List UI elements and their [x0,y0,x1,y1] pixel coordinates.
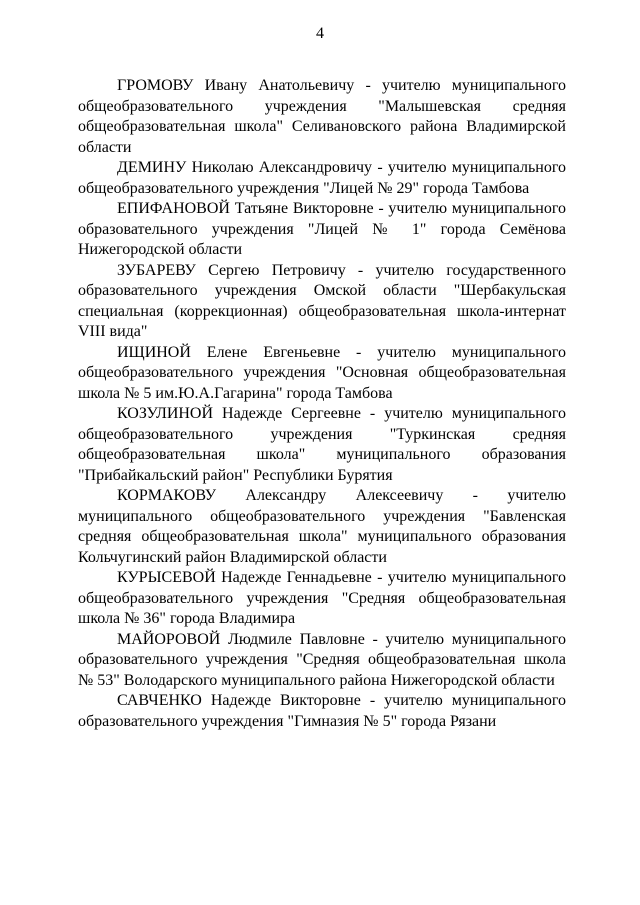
list-item: ИЩИНОЙ Елене Евгеньевне - учителю муниципального общеобразовательного учреждения "Основная общеобразовательная школа № 5 им.Ю.А.Гагарина" города Тамбова [78,343,566,402]
list-item: КОРМАКОВУ Александру Алексеевичу - учителю муниципального общеобразовательного учреждения "Бавленская средняя общеобразовательная школа" муниципального образования Кольчугинский район Владимирской области [78,487,566,566]
list-item: ЗУБАРЕВУ Сергею Петровичу - учителю государственного образовательного учреждения Омской области "Шербакульская специальная (коррекционная) общеобразовательная школа-интернат VIII вида" [78,261,566,340]
list-item: КОЗУЛИНОЙ Надежде Сергеевне - учителю муниципального общеобразовательного учреждения "Туркинская средняя общеобразовательная школа" муниципального образования "Прибайкальский район" Республики Бурятия [78,405,566,484]
list-item: КУРЫСЕВОЙ Надежде Геннадьевне - учителю муниципального общеобразовательного учреждения "Средняя общеобразовательная школа № 36" города Владимира [78,569,566,627]
list-item: ГРОМОВУ Ивану Анатольевичу - учителю муниципального общеобразовательного учреждения "Малышевская средняя общеобразовательная школа" Селивановского района Владимирской области [78,77,566,156]
list-item: МАЙОРОВОЙ Людмиле Павловне - учителю муниципального образовательного учреждения "Средняя общеобразовательная школа № 53" Володарского муниципального района Нижегородской области [78,630,566,689]
list-item: САВЧЕНКО Надежде Викторовне - учителю муниципального образовательного учреждения "Гимназия № 5" города Рязани [78,692,566,730]
list-item: ДЕМИНУ Николаю Александровичу - учителю муниципального общеобразовательного учреждения "Лицей № 29" города Тамбова [78,159,566,197]
page-number: 4 [316,25,324,42]
list-item: ЕПИФАНОВОЙ Татьяне Викторовне - учителю муниципального образовательного учреждения "Лицей № 1" города Семёнова Нижегородской области [78,200,566,258]
award-list [78,76,566,732]
